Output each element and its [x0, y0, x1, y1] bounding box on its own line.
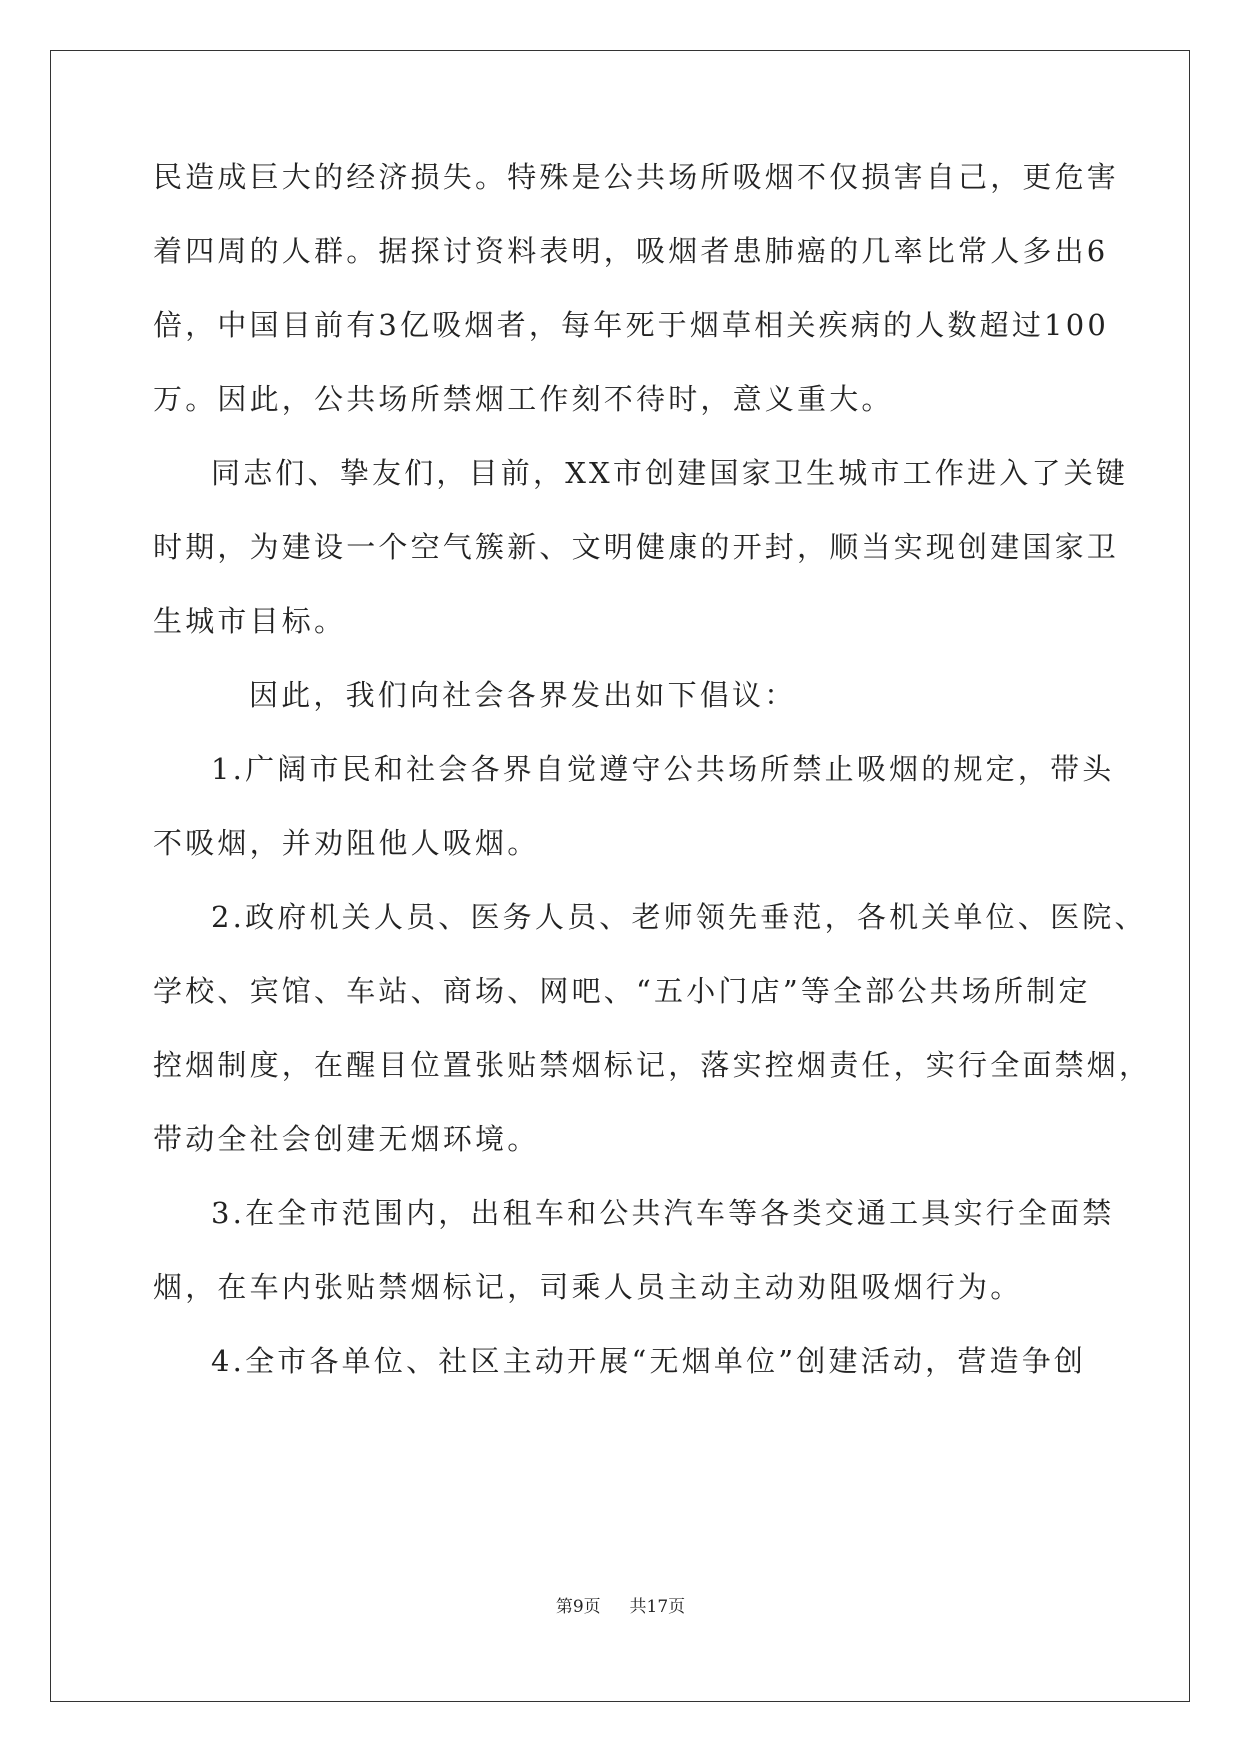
- text-line: 民造成巨大的经济损失。特殊是公共场所吸烟不仅损害自己，更危害: [153, 160, 1120, 194]
- text-line: 烟，在车内张贴禁烟标记，司乘人员主动主动劝阻吸烟行为。: [153, 1270, 1023, 1304]
- text-line: 同志们、挚友们，目前，XX市创建国家卫生城市工作进入了关键: [211, 456, 1129, 490]
- page-border: [50, 50, 1190, 1702]
- text-line: 4.全市各单位、社区主动开展“无烟单位”创建活动，营造争创: [211, 1344, 1087, 1378]
- current-page-label: 第9页: [555, 1597, 601, 1617]
- text-line: 3.在全市范围内，出租车和公共汽车等各类交通工具实行全面禁: [211, 1196, 1115, 1230]
- text-line: 着四周的人群。据探讨资料表明，吸烟者患肺癌的几率比常人多出6: [153, 234, 1109, 268]
- text-line: 不吸烟，并劝阻他人吸烟。: [153, 826, 540, 860]
- text-line: 因此，我们向社会各界发出如下倡议：: [249, 678, 797, 712]
- text-line: 万。因此，公共场所禁烟工作刻不待时，意义重大。: [153, 382, 894, 416]
- text-line: 带动全社会创建无烟环境。: [153, 1122, 540, 1156]
- text-line: 生城市目标。: [153, 604, 347, 638]
- text-line: 2.政府机关人员、医务人员、老师领先垂范，各机关单位、医院、: [211, 900, 1147, 934]
- total-pages-label: 共17页: [629, 1597, 686, 1617]
- text-line: 时期，为建设一个空气簇新、文明健康的开封，顺当实现创建国家卫: [153, 530, 1120, 564]
- text-line: 倍，中国目前有3亿吸烟者，每年死于烟草相关疾病的人数超过100: [153, 308, 1110, 342]
- page-footer: [0, 1592, 1241, 1617]
- text-line: 1.广阔市民和社会各界自觉遵守公共场所禁止吸烟的规定，带头: [211, 752, 1115, 786]
- text-line: 学校、宾馆、车站、商场、网吧、“五小门店”等全部公共场所制定: [153, 974, 1091, 1008]
- text-line: 控烟制度，在醒目位置张贴禁烟标记，落实控烟责任，实行全面禁烟，: [153, 1048, 1152, 1082]
